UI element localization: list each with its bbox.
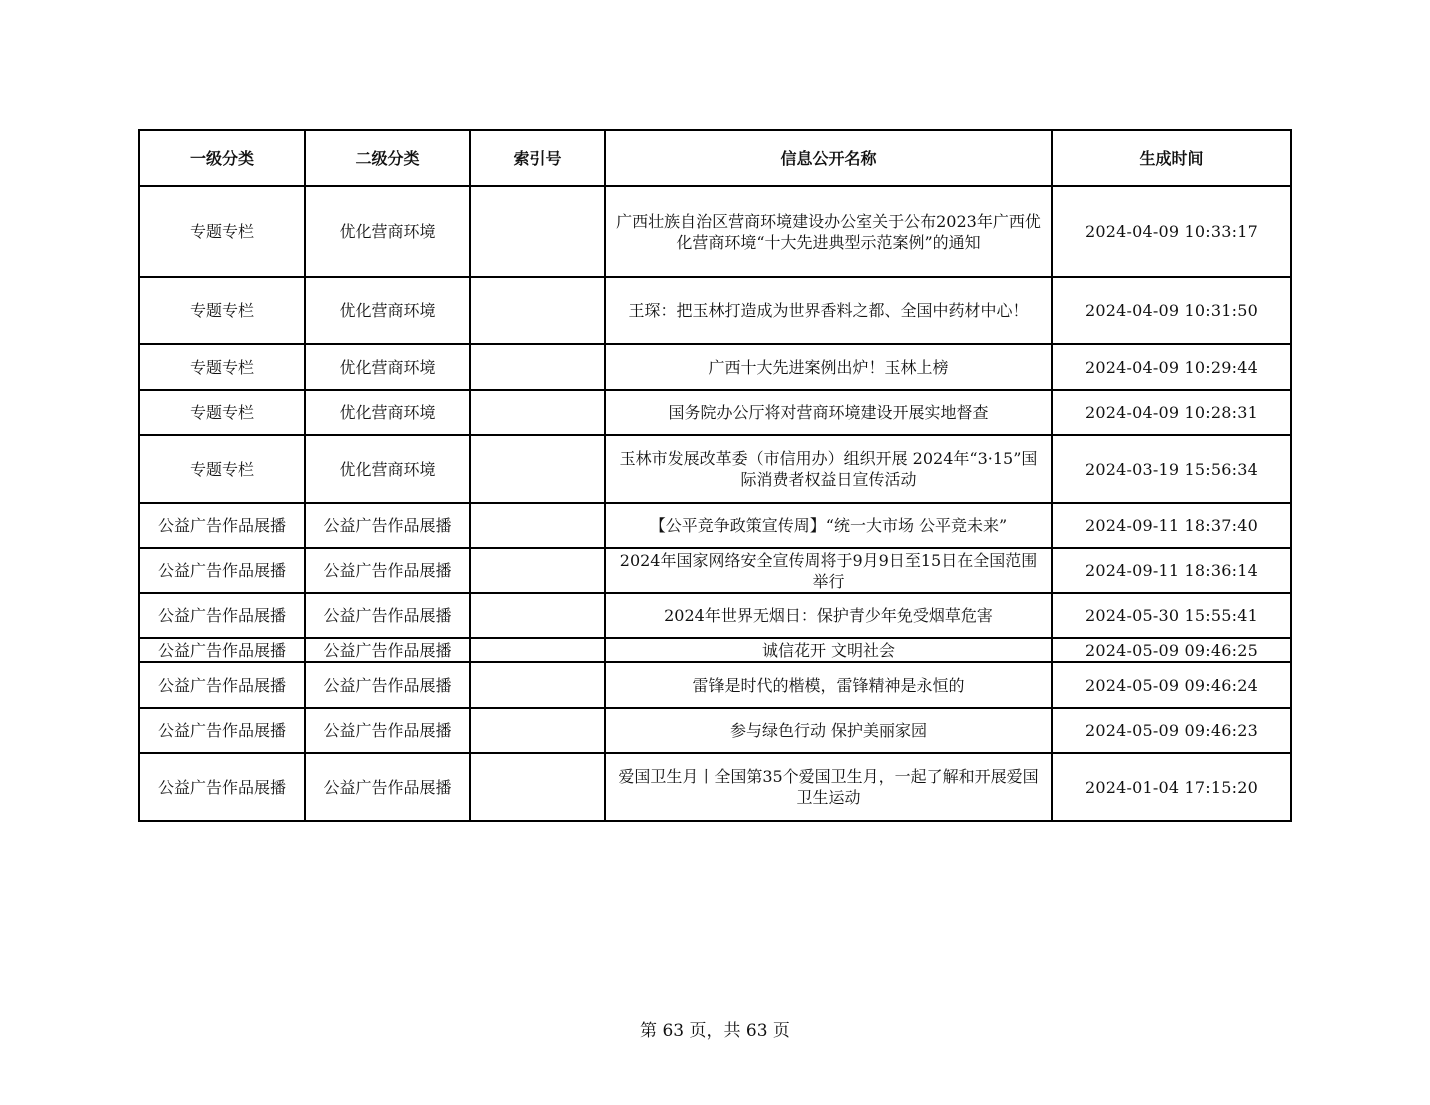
cell-time: 2024-05-09 09:46:24 (1052, 662, 1291, 708)
cell-cat1: 专题专栏 (139, 390, 305, 435)
table-row (139, 753, 1291, 821)
cell-cat1: 公益广告作品展播 (139, 503, 305, 548)
cell-title: 王琛：把玉林打造成为世界香料之都、全国中药材中心！ (605, 277, 1052, 344)
cell-cat2: 公益广告作品展播 (305, 503, 470, 548)
cell-cat2: 公益广告作品展播 (305, 753, 470, 821)
table-row (139, 593, 1291, 638)
cell-cat2: 公益广告作品展播 (305, 708, 470, 753)
cell-title: 参与绿色行动 保护美丽家园 (605, 708, 1052, 753)
table-row (139, 708, 1291, 753)
cell-index (470, 344, 605, 390)
cell-title: 爱国卫生月丨全国第35个爱国卫生月，一起了解和开展爱国卫生运动 (605, 753, 1052, 821)
cell-cat1: 公益广告作品展播 (139, 662, 305, 708)
cell-index (470, 548, 605, 593)
cell-time: 2024-09-11 18:36:14 (1052, 548, 1291, 593)
table-row (139, 435, 1291, 503)
cell-cat1: 专题专栏 (139, 186, 305, 277)
cell-time: 2024-04-09 10:28:31 (1052, 390, 1291, 435)
cell-cat2: 公益广告作品展播 (305, 638, 470, 662)
table-row (139, 277, 1291, 344)
cell-time: 2024-09-11 18:37:40 (1052, 503, 1291, 548)
header-index: 索引号 (470, 130, 605, 186)
cell-cat2: 优化营商环境 (305, 277, 470, 344)
table-row (139, 638, 1291, 662)
cell-cat2: 公益广告作品展播 (305, 593, 470, 638)
table-row (139, 390, 1291, 435)
cell-index (470, 662, 605, 708)
cell-cat2: 优化营商环境 (305, 344, 470, 390)
cell-cat1: 专题专栏 (139, 344, 305, 390)
table-row (139, 548, 1291, 593)
cell-time: 2024-04-09 10:29:44 (1052, 344, 1291, 390)
table-row (139, 344, 1291, 390)
cell-title: 雷锋是时代的楷模，雷锋精神是永恒的 (605, 662, 1052, 708)
page-number-footer: 第 63 页，共 63 页 (640, 1021, 790, 1041)
cell-cat2: 公益广告作品展播 (305, 662, 470, 708)
cell-title: 玉林市发展改革委（市信用办）组织开展 2024年“3·15”国际消费者权益日宣传活动 (605, 435, 1052, 503)
cell-cat2: 优化营商环境 (305, 435, 470, 503)
header-time: 生成时间 (1052, 130, 1291, 186)
cell-time: 2024-04-09 10:33:17 (1052, 186, 1291, 277)
cell-cat1: 公益广告作品展播 (139, 708, 305, 753)
cell-cat1: 公益广告作品展播 (139, 638, 305, 662)
cell-time: 2024-05-09 09:46:25 (1052, 638, 1291, 662)
header-title: 信息公开名称 (605, 130, 1052, 186)
cell-cat2: 公益广告作品展播 (305, 548, 470, 593)
table-row (139, 662, 1291, 708)
table-header-row (139, 130, 1291, 186)
cell-title: 广西十大先进案例出炉！玉林上榜 (605, 344, 1052, 390)
cell-time: 2024-03-19 15:56:34 (1052, 435, 1291, 503)
table-row (139, 503, 1291, 548)
cell-cat1: 公益广告作品展播 (139, 548, 305, 593)
cell-cat1: 专题专栏 (139, 435, 305, 503)
cell-time: 2024-05-30 15:55:41 (1052, 593, 1291, 638)
cell-time: 2024-05-09 09:46:23 (1052, 708, 1291, 753)
info-disclosure-table (138, 129, 1292, 822)
cell-time: 2024-01-04 17:15:20 (1052, 753, 1291, 821)
cell-title: 广西壮族自治区营商环境建设办公室关于公布2023年广西优化营商环境“十大先进典型示范案例”的通知 (605, 186, 1052, 277)
cell-cat2: 优化营商环境 (305, 186, 470, 277)
cell-index (470, 753, 605, 821)
cell-index (470, 708, 605, 753)
cell-cat1: 公益广告作品展播 (139, 753, 305, 821)
cell-cat2: 优化营商环境 (305, 390, 470, 435)
cell-index (470, 277, 605, 344)
header-cat2: 二级分类 (305, 130, 470, 186)
cell-title: 2024年国家网络安全宣传周将于9月9日至15日在全国范围举行 (605, 548, 1052, 593)
cell-title: 2024年世界无烟日：保护青少年免受烟草危害 (605, 593, 1052, 638)
cell-index (470, 186, 605, 277)
cell-index (470, 593, 605, 638)
cell-index (470, 503, 605, 548)
cell-title: 【公平竞争政策宣传周】“统一大市场 公平竞未来” (605, 503, 1052, 548)
cell-title: 诚信花开 文明社会 (605, 638, 1052, 662)
table-row (139, 186, 1291, 277)
cell-index (470, 638, 605, 662)
cell-cat1: 公益广告作品展播 (139, 593, 305, 638)
cell-time: 2024-04-09 10:31:50 (1052, 277, 1291, 344)
cell-title: 国务院办公厅将对营商环境建设开展实地督查 (605, 390, 1052, 435)
cell-cat1: 专题专栏 (139, 277, 305, 344)
header-cat1: 一级分类 (139, 130, 305, 186)
cell-index (470, 435, 605, 503)
cell-index (470, 390, 605, 435)
